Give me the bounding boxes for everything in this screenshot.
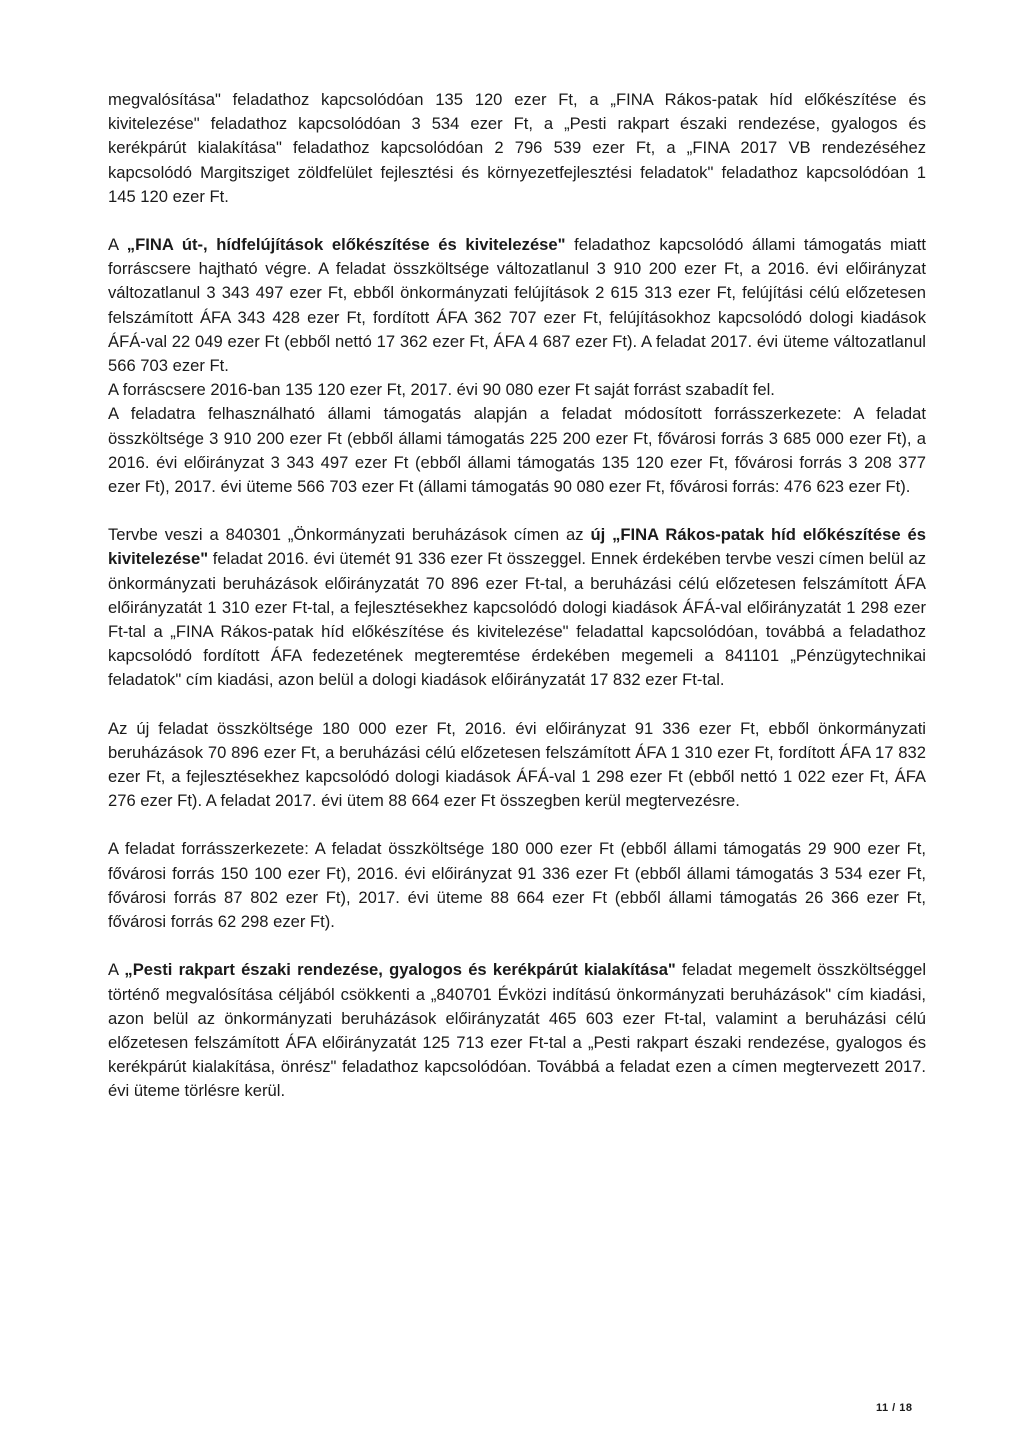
paragraph-6: Az új feladat összköltsége 180 000 ezer Ft, 2016. évi előirányzat 91 336 ezer Ft, ebből önkormányzati beruházások 70 896 ezer Ft, a beruházási célú előzetesen felszámított ÁFA 1 310 ezer Ft, fordított ÁFA 17 832 ezer Ft, a fejlesztésekhez kapcsolódó dologi kiadások ÁFÁ-val 1 298 ezer Ft (ebből nettó 1 022 ezer Ft, ÁFA 276 ezer Ft). A feladat 2017. évi ütem 88 664 ezer Ft összegben kerül megtervezésre. — [108, 718, 926, 811]
paragraph-7: A feladat forrásszerkezete: A feladat összköltsége 180 000 ezer Ft (ebből állami támogatás 29 900 ezer Ft, fővárosi forrás 150 100 ezer Ft), 2016. évi előirányzat 91 336 ezer Ft (ebből állami támogatás 3 534 ezer Ft, fővárosi forrás 87 802 ezer Ft), 2017. évi üteme 88 664 ezer Ft (ebből állami támogatás 26 366 ezer Ft, fővárosi forrás 62 298 ezer Ft). — [108, 839, 926, 932]
paragraph-5 — [108, 523, 926, 692]
paragraph-5-body: feladat 2016. évi ütemét 91 336 ezer Ft összeggel. Ennek érdekében tervbe veszi címen belül az önkormányzati beruházások előirányzatát 70 896 ezer Ft-tal, a beruházási célú előzetesen felszámított ÁFA előirányzatát 1 310 ezer Ft-tal, a fejlesztésekhez kapcsolódó dologi kiadások ÁFÁ-val előirányzatát 1 298 ezer Ft-tal a „FINA Rákos-patak híd előkészítése és kivitelezése" feladattal kapcsolódóan, továbbá a feladathoz kapcsolódó fordított ÁFA fedezetének megteremtése érdekében megemeli a 841101 „Pénzügytechnikai feladatok" cím kiadási, azon belül a dologi kiadások előirányzatát 17 832 ezer Ft-tal. — [108, 549, 926, 690]
paragraph-2-bold-title: „FINA út-, hídfelújítások előkészítése és kivitelezése" — [126, 235, 566, 255]
paragraph-4: A feladatra felhasználható állami támogatás alapján a feladat módosított forrásszerkezete: A feladat összköltsége 3 910 200 ezer Ft (ebből állami támogatás 225 200 ezer Ft, fővárosi forrás 3 685 000 ezer Ft), a 2016. évi előirányzat 3 343 497 ezer Ft (ebből állami támogatás 135 120 ezer Ft, fővárosi forrás 3 208 377 ezer Ft), 2017. évi üteme 566 703 ezer Ft (állami támogatás 90 080 ezer Ft, fővárosi forrás: 476 623 ezer Ft). — [108, 404, 926, 497]
page-number: 11 / 18 — [876, 1402, 913, 1414]
paragraph-1: megvalósítása" feladathoz kapcsolódóan 135 120 ezer Ft, a „FINA Rákos-patak híd előkészítése és kivitelezése" feladathoz kapcsolódóan 3 534 ezer Ft, a „Pesti rakpart északi rendezése, gyalogos és kerékpárút kialakítása" feladathoz kapcsolódóan 2 796 539 ezer Ft, a „FINA 2017 VB rendezéséhez kapcsolódó Margitsziget zöldfelület fejlesztési és környezetfejlesztési feladatok" feladathoz kapcsolódóan 1 145 120 ezer Ft. — [108, 90, 926, 206]
paragraph-8-prefix: A — [108, 960, 125, 980]
paragraph-5-prefix: Tervbe veszi a 840301 „Önkormányzati beruházások címen az — [108, 525, 591, 545]
paragraph-2-prefix: A — [108, 235, 127, 255]
paragraph-2-body: feladathoz kapcsolódó állami támogatás miatt forráscsere hajtható végre. A feladat összköltsége változatlanul 3 910 200 ezer Ft, a 2016. évi előirányzat változatlanul 3 343 497 ezer Ft, ebből önkormányzati felújítások 2 615 313 ezer Ft, felújítási célú előzetesen felszámított ÁFA 343 428 ezer Ft, fordított ÁFA 362 707 ezer Ft, felújításokhoz kapcsolódó dologi kiadások ÁFÁ-val 22 049 ezer Ft (ebből nettó 17 362 ezer Ft, ÁFA 4 687 ezer Ft). A feladat 2017. évi üteme változatlanul 566 703 ezer Ft. — [108, 235, 927, 376]
paragraph-5-bold-title: új „FINA Rákos-patak híd előkészítése és kivitelezése" — [108, 525, 926, 569]
paragraph-3: A forráscsere 2016-ban 135 120 ezer Ft, 2017. évi 90 080 ezer Ft saját forrást szabadít fel. — [108, 380, 775, 400]
paragraph-8-bold-title: „Pesti rakpart északi rendezése, gyalogos és kerékpárút kialakítása" — [124, 960, 676, 980]
paragraph-8-body: feladat megemelt összköltséggel történő megvalósítása céljából csökkenti a „840701 Évközi indítású önkormányzati beruházások" cím kiadási, azon belül az önkormányzati beruházások előirányzatát 465 603 ezer Ft-tal, valamint a beruházási célú előzetesen felszámított ÁFA előirányzatát 125 713 ezer Ft-tal a „Pesti rakpart északi rendezése, gyalogos és kerékpárút kialakítása, önrész" feladathoz kapcsolódóan. Továbbá a feladat ezen a címen megtervezett 2017. évi üteme törlésre kerül. — [108, 960, 926, 1101]
document-page — [108, 88, 926, 1104]
paragraph-8 — [108, 958, 926, 1103]
paragraph-2 — [108, 233, 926, 378]
